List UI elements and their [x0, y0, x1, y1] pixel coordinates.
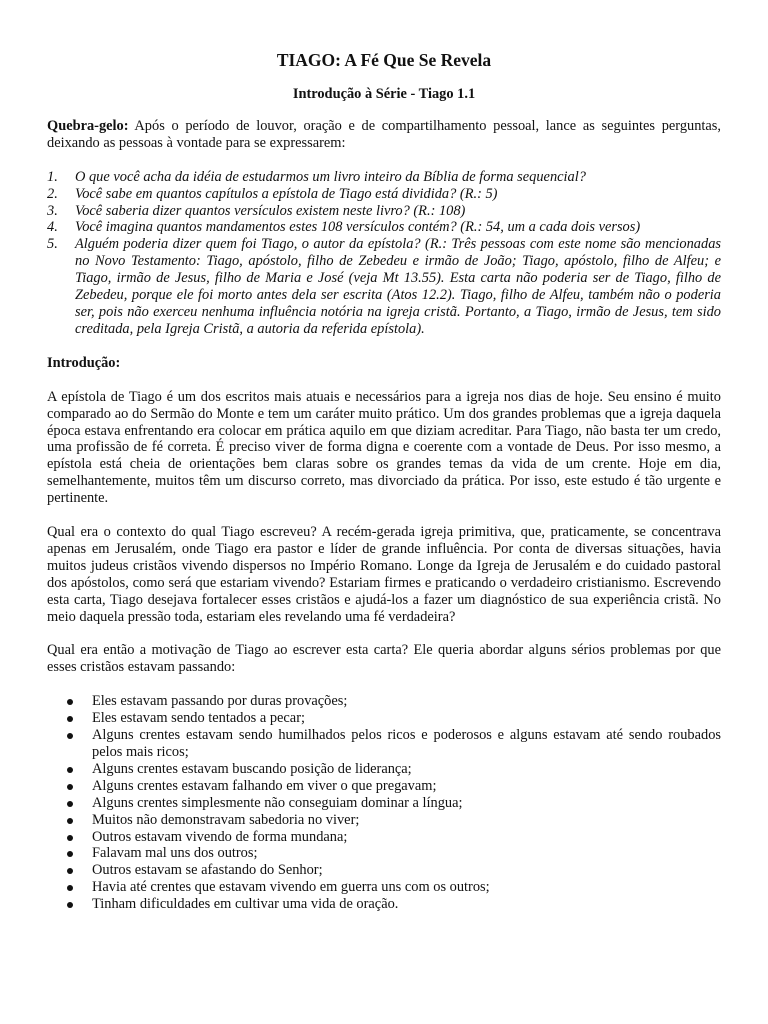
bullet-icon — [67, 851, 73, 857]
problem-list — [47, 693, 721, 913]
problem-text: Alguns crentes estavam sendo humilhados pelos ricos e poderosos e alguns estavam até sendo roubados pelos mais ricos; — [92, 727, 721, 760]
context-paragraph: Qual era o contexto do qual Tiago escreveu? A recém-gerada igreja primitiva, que, praticamente, se concentrava apenas em Jerusalém, onde Tiago era pastor e líder de grande influência. Por conta de diversas situações, havia muitos judeus cristãos vivendo dispersos no Império Romano. Longe da Igreja de Jerusalém e do cuidado pastoral dos apóstolos, como será que estariam vivendo? Estariam firmes e praticando o verdadeiro cristianismo. Escrevendo esta carta, Tiago desejava fortalecer esses cristãos e ajudá-los a fazer um diagnóstico de sua experiência cristã. No meio daquela pressão toda, estariam eles revelando uma fé verdadeira? — [47, 524, 721, 625]
problem-item — [47, 778, 721, 795]
problem-text: Eles estavam sendo tentados a pecar; — [92, 710, 305, 727]
bullet-icon — [67, 733, 73, 739]
question-text: Você imagina quantos mandamentos estes 108 versículos contém? (R.: 54, um a cada dois versos) — [75, 219, 641, 236]
bullet-icon — [67, 716, 73, 722]
problem-text: Outros estavam se afastando do Senhor; — [92, 862, 323, 879]
document-title: TIAGO: A Fé Que Se Revela — [276, 50, 492, 70]
motivation-paragraph: Qual era então a motivação de Tiago ao escrever esta carta? Ele queria abordar alguns sérios problemas por que esses cristãos estavam passando: — [47, 642, 721, 676]
question-item — [47, 236, 721, 337]
bullet-icon — [67, 801, 73, 807]
intro-paragraph: A epístola de Tiago é um dos escritos mais atuais e necessários para a igreja nos dias de hoje. Seu ensino é muito comparado ao do Sermão do Monte e tem um caráter muito prático. Um dos grandes problemas que a igreja daquela época estava enfrentando era colocar em prática aquilo em que diziam acreditar. Para Tiago, não basta ter um credo, uma profissão de fé correta. É preciso viver de forma digna e coerente com a vontade de Deus. Por isso mesmo, a epístola está cheia de orientações bem claras sobre os grandes temas da vida de um crente. Hoje em dia, semelhantemente, muitos têm um discurso correto, mas divorciado da prática. Por isso, este estudo é tão urgente e pertinente. — [47, 388, 721, 507]
question-text: Você saberia dizer quantos versículos existem neste livro? (R.: 108) — [75, 202, 466, 219]
bullet-icon — [67, 818, 73, 824]
question-item — [47, 186, 721, 203]
problem-item — [47, 710, 721, 727]
icebreaker-paragraph — [47, 118, 721, 152]
problem-text: Havia até crentes que estavam vivendo em guerra uns com os outros; — [92, 879, 490, 896]
problem-item — [47, 879, 721, 896]
bullet-icon — [67, 835, 73, 841]
bullet-icon — [67, 868, 73, 874]
question-list — [47, 169, 721, 338]
problem-text: Outros estavam vivendo de forma mundana; — [92, 828, 348, 845]
question-number: 2. — [47, 185, 58, 202]
question-text: Você sabe em quantos capítulos a epístola de Tiago está dividida? (R.: 5) — [75, 185, 498, 202]
bullet-icon — [67, 784, 73, 790]
problem-item — [47, 896, 721, 913]
icebreaker-text: Após o período de louvor, oração e de compartilhamento pessoal, lance as seguintes perguntas, deixando as pessoas à vontade para se expressarem: — [47, 117, 721, 151]
document-content — [47, 50, 721, 913]
problem-text: Falavam mal uns dos outros; — [92, 845, 258, 862]
problem-text: Muitos não demonstravam sabedoria no viver; — [92, 811, 360, 828]
intro-heading: Introdução: — [47, 354, 121, 371]
question-item — [47, 219, 721, 236]
problem-item — [47, 693, 721, 710]
question-number: 3. — [47, 202, 58, 219]
document-subtitle: Introdução à Série - Tiago 1.1 — [292, 86, 476, 102]
question-item — [47, 203, 721, 220]
question-text: Alguém poderia dizer quem foi Tiago, o autor da epístola? (R.: Três pessoas com este nome são mencionadas no Novo Testamento: Tiago, apóstolo, filho de Zebedeu e irmão de João; Tiago, apóstolo, filho de Alfeu; e Tiago, irmão de Jesus, filho de Maria e José (veja Mt 13.55). Esta carta não poderia ser de Tiago, filho de Zebedeu, porque ele foi morto antes dela ser escrita (Atos 12.2). Tiago, filho de Alfeu, também não o poderia ser, pois não exerceu nenhuma influência notória na igreja cristã. Portanto, a Tiago, irmão de Jesus, tem sido creditada, pela Igreja Cristã, a autoria da referida epístola). — [75, 236, 721, 337]
question-number: 1. — [47, 168, 58, 185]
question-text: O que você acha da idéia de estudarmos um livro inteiro da Bíblia de forma sequencial? — [75, 168, 586, 185]
problem-text: Alguns crentes estavam falhando em viver o que pregavam; — [92, 777, 437, 794]
problem-item — [47, 795, 721, 812]
icebreaker-label: Quebra-gelo: — [47, 117, 129, 134]
problem-item — [47, 727, 721, 761]
bullet-icon — [67, 885, 73, 891]
problem-item — [47, 812, 721, 829]
question-item — [47, 169, 721, 186]
problem-text: Tinham dificuldades em cultivar uma vida de oração. — [92, 896, 399, 913]
problem-text: Eles estavam passando por duras provações; — [92, 693, 348, 710]
question-number: 5. — [47, 236, 58, 253]
problem-item — [47, 862, 721, 879]
question-number: 4. — [47, 219, 58, 236]
bullet-icon — [67, 902, 73, 908]
problem-item — [47, 761, 721, 778]
bullet-icon — [67, 767, 73, 773]
problem-item — [47, 845, 721, 862]
problem-text: Alguns crentes estavam buscando posição de liderança; — [92, 760, 412, 777]
problem-item — [47, 829, 721, 846]
problem-text: Alguns crentes simplesmente não conseguiam dominar a língua; — [92, 794, 463, 811]
bullet-icon — [67, 699, 73, 705]
